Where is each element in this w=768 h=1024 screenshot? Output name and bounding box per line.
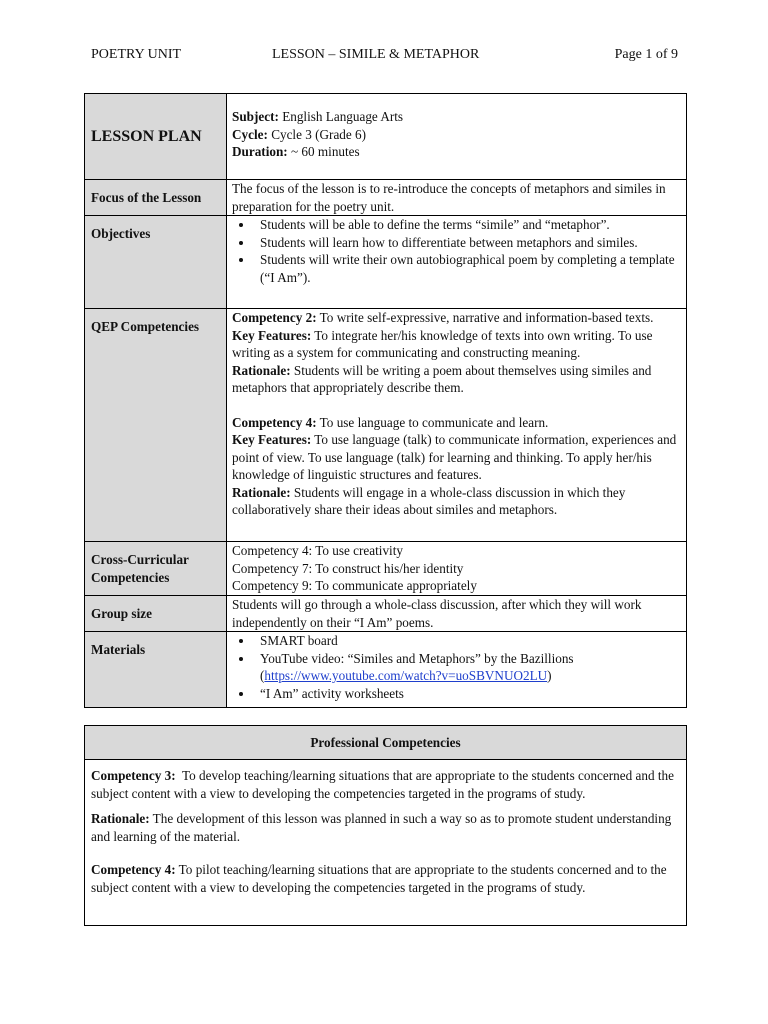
pro-c3-label: Competency 3: [91,768,176,783]
subject-value: English Language Arts [282,109,404,124]
pro-rationale-text: The development of this lesson was planned in such a way so as to promote student understanding and learning of the material. [91,811,672,844]
objectives-label: Objectives [85,216,227,309]
pro-competency-3 [91,767,680,802]
professional-body [85,760,687,926]
lesson-plan-title: LESSON PLAN [91,127,202,145]
materials-list [232,632,681,702]
pro-c4-label: Competency 4: [91,862,176,877]
objective-item: • Students will write their own autobiographical poem by completing a template (“I Am”). [254,251,681,286]
objectives-list [232,216,681,286]
materials-cell [227,632,687,708]
row-group-size [85,596,687,632]
qep-c2-rationale-label: Rationale: [232,362,291,378]
lesson-plan-table [84,93,687,708]
qep-c4-rationale-text: Students will engage in a whole-class discussion in which they collaboratively share their ideas about similes and metaphors. [232,484,626,517]
pro-rationale [91,810,680,845]
cross-cell [227,542,687,596]
row-objectives [85,216,687,309]
group-label: Group size [85,596,227,632]
objectives-cell [227,216,687,309]
qep-c4-text: To use language to communicate and learn. [319,414,549,430]
qep-c4-kf-label: Key Features: [232,432,312,447]
qep-c4-label: Competency 4: [232,414,317,430]
cross-line: Competency 4: To use creativity [232,543,403,558]
page-header [91,46,678,64]
link-paren-close: ) [547,668,552,683]
row-cross-curricular [85,542,687,596]
cross-line: Competency 9: To communicate appropriately [232,578,477,593]
focus-text: The focus of the lesson is to re-introduce the concepts of metaphors and similes in preparation for the poetry unit. [227,180,687,216]
cycle-value: Cycle 3 (Grade 6) [271,126,367,142]
cross-line: Competency 7: To construct his/her identity [232,560,464,576]
material-video: YouTube video: “Similes and Metaphors” by the Bazillions [260,650,574,666]
header-lesson-title: LESSON – SIMILE & METAPHOR [272,47,480,62]
materials-label: Materials [85,632,227,708]
cross-label: Cross-Curricular Competencies [85,542,227,596]
row-materials [85,632,687,708]
pro-c3-text: To develop teaching/learning situations that are appropriate to the students concerned and the subject content with a view to developing the competencies targeted in the programs of study. [91,768,674,801]
link-paren-open: ( [260,668,265,683]
youtube-link[interactable]: https://www.youtube.com/watch?v=uoSBVNUO2LU [264,668,548,683]
qep-c4-kf-text: To use language (talk) to communicate information, experiences and point of view. To use language (talk) for learning and thinking. To apply her/his knowledge of linguistic structures and features. [232,432,677,482]
focus-label: Focus of the Lesson [85,180,227,216]
material-item [254,650,681,685]
row-lesson-plan [85,94,687,180]
subject-label: Subject: [232,109,279,124]
qep-c2-rationale-text: Students will be writing a poem about themselves using similes and metaphors that appropriately describe them. [232,362,652,395]
lesson-plan-title-cell [85,94,227,180]
header-unit: POETRY UNIT [91,47,182,62]
duration-value: ~ 60 minutes [290,144,360,159]
qep-label: QEP Competencies [85,309,227,542]
row-qep [85,309,687,542]
pro-rationale-label: Rationale: [91,811,150,826]
professional-competencies-table [84,725,687,926]
qep-c2-label: Competency 2: [232,310,317,325]
lesson-plan-info [227,94,687,180]
pro-competency-4 [91,861,680,896]
qep-cell [227,309,687,542]
qep-c2-text: To write self-expressive, narrative and information-based texts. [319,310,654,325]
qep-c2-kf-text: To integrate her/his knowledge of texts into own writing. To use writing as a system for communicating and constructing meaning. [232,327,653,360]
group-text: Students will go through a whole-class discussion, after which they will work independently on their “I Am” poems. [227,596,687,632]
professional-header: Professional Competencies [85,726,687,760]
material-item: • SMART board [254,632,681,650]
row-focus [85,180,687,216]
duration-label: Duration: [232,144,288,159]
header-page-number: Page 1 of 9 [614,47,678,62]
material-item: • “I Am” activity worksheets [254,685,681,703]
cycle-label: Cycle: [232,126,268,142]
pro-c4-text: To pilot teaching/learning situations that are appropriate to the students concerned and to the subject content with a view to developing the competencies targeted in the programs of study. [91,862,667,895]
objective-item: • Students will be able to define the terms “simile” and “metaphor”. [254,216,681,234]
objective-item: • Students will learn how to differentiate between metaphors and similes. [254,234,681,252]
qep-c2-kf-label: Key Features: [232,327,312,343]
qep-c4-rationale-label: Rationale: [232,484,291,500]
